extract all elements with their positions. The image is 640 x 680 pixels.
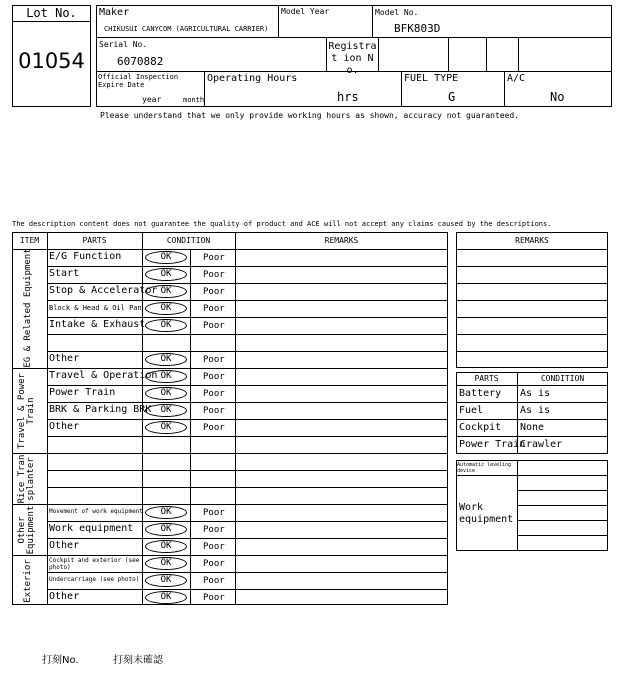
poor-label: Poor (203, 542, 225, 552)
poor-label: Poor (203, 304, 225, 314)
side-condition-battery: As is (520, 388, 551, 399)
side-part-battery: Battery (459, 388, 502, 399)
ok-mark: OK (145, 557, 187, 570)
poor-label: Poor (203, 389, 225, 399)
part-undercarriage: Undercarriage (see photo) (49, 576, 140, 583)
header-condition: CONDITION (166, 236, 211, 245)
side-condition-header: CONDITION (540, 374, 585, 383)
poor-label: Poor (203, 372, 225, 382)
poor-label: Poor (203, 287, 225, 297)
poor-label: Poor (203, 525, 225, 535)
poor-label: Poor (203, 559, 225, 569)
ac-value: No (550, 90, 565, 104)
ok-mark: OK (145, 251, 187, 264)
header-item: ITEM (19, 236, 40, 245)
group-label-exterior: Exterior (23, 559, 33, 603)
model-no-label: Model No. (375, 8, 419, 17)
part-power-train: Power Train (49, 387, 116, 398)
part-stop-accelerator: Stop & Accelerator (49, 285, 158, 296)
ok-mark: OK (145, 353, 187, 366)
model-no-value: BFK803D (394, 22, 441, 35)
ok-mark: OK (145, 404, 187, 417)
poor-label: Poor (203, 593, 225, 603)
part-movement-work-equipment: Movement of work equipment (49, 508, 143, 515)
side-remarks-header: REMARKS (515, 236, 549, 245)
operating-hours-unit: hrs (337, 90, 359, 104)
side-part-fuel: Fuel (459, 405, 484, 416)
ac-label: A/C (507, 73, 526, 84)
group-label-other-equipment: Other Equipment (17, 505, 37, 555)
part-other-equipment-other: Other (49, 540, 80, 551)
ok-mark: OK (145, 319, 187, 332)
model-year-label: Model Year (281, 7, 330, 16)
side-part-power-train: Power Train (459, 439, 526, 450)
ok-mark: OK (145, 268, 187, 281)
poor-label: Poor (203, 321, 225, 331)
fuel-type-value: G (448, 90, 456, 104)
poor-label: Poor (203, 355, 225, 365)
side-part-cockpit: Cockpit (459, 422, 502, 433)
ok-mark: OK (145, 370, 187, 383)
ok-mark: OK (145, 591, 187, 604)
part-cockpit-exterior: Cockpit and exterior (see photo) (49, 557, 140, 571)
auto-leveling-label: Automatic leveling device (457, 462, 512, 474)
ok-mark: OK (145, 506, 187, 519)
part-travel-other: Other (49, 421, 80, 432)
group-label-rice: Rice Transplanter (17, 454, 37, 504)
stamp-no-value: 打刻未確認 (113, 655, 163, 666)
ok-mark: OK (145, 387, 187, 400)
ok-mark: OK (145, 285, 187, 298)
part-exterior-other: Other (49, 591, 80, 602)
poor-label: Poor (203, 270, 225, 280)
poor-label: Poor (203, 253, 225, 263)
work-equipment-label: Work equipment (459, 502, 514, 525)
serial-label: Serial No. (99, 40, 148, 49)
operating-hours-label: Operating Hours (207, 73, 298, 84)
part-eg-function: E/G Function (49, 251, 122, 262)
ok-mark: OK (145, 523, 187, 536)
poor-label: Poor (203, 406, 225, 416)
inspection-month: month (183, 96, 205, 104)
fuel-type-label: FUEL TYPE (404, 73, 459, 84)
part-work-equipment: Work equipment (49, 523, 134, 534)
group-label-eg: EG & Related Equipment (23, 248, 33, 368)
poor-label: Poor (203, 508, 225, 518)
part-start: Start (49, 268, 80, 279)
lot-label: Lot No. (26, 6, 77, 20)
ok-mark: OK (145, 302, 187, 315)
inspection-year: year (142, 95, 162, 104)
side-condition-cockpit: None (520, 422, 545, 433)
part-travel-operation: Travel & Operation (49, 370, 158, 381)
part-block-head-oilpan: Block & Head & Oil Pan (49, 304, 142, 312)
side-parts-header: PARTS (474, 374, 499, 383)
ok-mark: OK (145, 540, 187, 553)
part-intake-exhaust: Intake & Exhaust (49, 319, 146, 330)
serial-value: 6070882 (117, 55, 164, 68)
part-eg-other: Other (49, 353, 80, 364)
ok-mark: OK (145, 421, 187, 434)
maker-value: CHIKUSUI CANYCOM (AGRICULTURAL CARRIER) (104, 25, 269, 33)
lot-number: 01054 (18, 49, 85, 73)
part-brk-parking: BRK & Parking BRK (49, 404, 152, 415)
maker-label: Maker (99, 7, 130, 18)
stamp-no-label: 打刻No. (42, 655, 79, 666)
hours-accuracy-note: Please understand that we only provide working hours as shown, accuracy not guaranteed. (100, 111, 520, 120)
inspection-label: Official Inspection Expire Date (98, 73, 179, 89)
header-remarks: REMARKS (324, 236, 359, 245)
side-condition-fuel: As is (520, 405, 551, 416)
description-disclaimer: The description content does not guarantee the quality of product and ACE will not accept any claims caused by the descriptions. (12, 220, 552, 228)
poor-label: Poor (203, 576, 225, 586)
ok-mark: OK (145, 574, 187, 587)
group-label-travel: Travel & Power Train (17, 373, 37, 449)
registration-label: Registrat ion No. (328, 41, 377, 76)
header-parts: PARTS (82, 236, 107, 245)
poor-label: Poor (203, 423, 225, 433)
side-condition-power-train: Crawler (520, 439, 563, 450)
